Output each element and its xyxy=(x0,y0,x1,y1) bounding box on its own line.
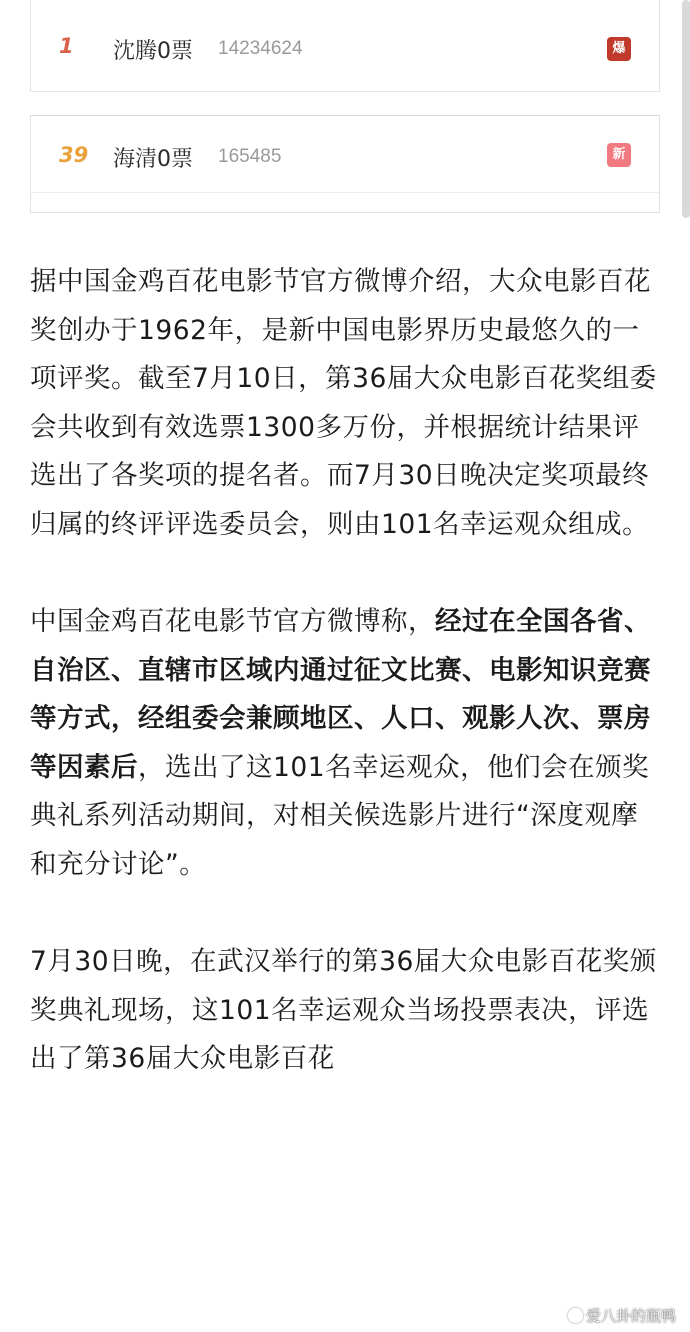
ranking-count: 14234624 xyxy=(218,38,303,59)
ranking-item[interactable] xyxy=(30,115,660,213)
article-paragraph xyxy=(30,598,665,889)
paragraph-lead: 中国金鸡百花电影节官方微博称， xyxy=(30,606,435,637)
paragraph-bold: 经过在全国各省、自治区、直辖市区域内通过征文比赛、电影知识竞赛等方式，经组委会兼顾地区、人口、观影人次、票房等因素后 xyxy=(30,606,651,783)
divider xyxy=(31,192,659,193)
ranking-item[interactable] xyxy=(30,0,660,92)
watermark-text: 爱八卦的瓶鸭 xyxy=(585,1307,676,1325)
watermark xyxy=(568,1305,676,1326)
weibo-logo-icon xyxy=(568,1308,583,1323)
rank-number: 39 xyxy=(59,143,89,167)
ranking-count: 165485 xyxy=(218,146,282,167)
paragraph-tail: ，选出了这101名幸运观众，他们会在颁奖典礼系列活动期间，对相关候选影片进行“深度观摩和充分讨论”。 xyxy=(30,751,650,880)
ranking-name: 海清0票 xyxy=(113,147,193,172)
article-paragraph: 7月30日晚，在武汉举行的第36届大众电影百花奖颁奖典礼现场，这101名幸运观众当场投票表决，评选出了第36届大众电影百花 xyxy=(30,946,657,1074)
hot-badge-icon: 爆 xyxy=(607,37,631,61)
ranking-name: 沈腾0票 xyxy=(113,39,193,64)
article-body xyxy=(30,258,665,1084)
new-badge-icon: 新 xyxy=(607,143,631,167)
article-paragraph: 据中国金鸡百花电影节官方微博介绍，大众电影百花奖创办于1962年，是新中国电影界历史最悠久的一项评奖。截至7月10日，第36届大众电影百花奖组委会共收到有效选票1300多万份，并根据统计结果评选出了各奖项的提名者。而7月30日晚决定奖项最终归属的终评评选委员会，则由101名幸运观众组成。 xyxy=(30,266,657,540)
rank-number: 1 xyxy=(59,34,74,58)
scrollbar[interactable] xyxy=(682,0,690,218)
